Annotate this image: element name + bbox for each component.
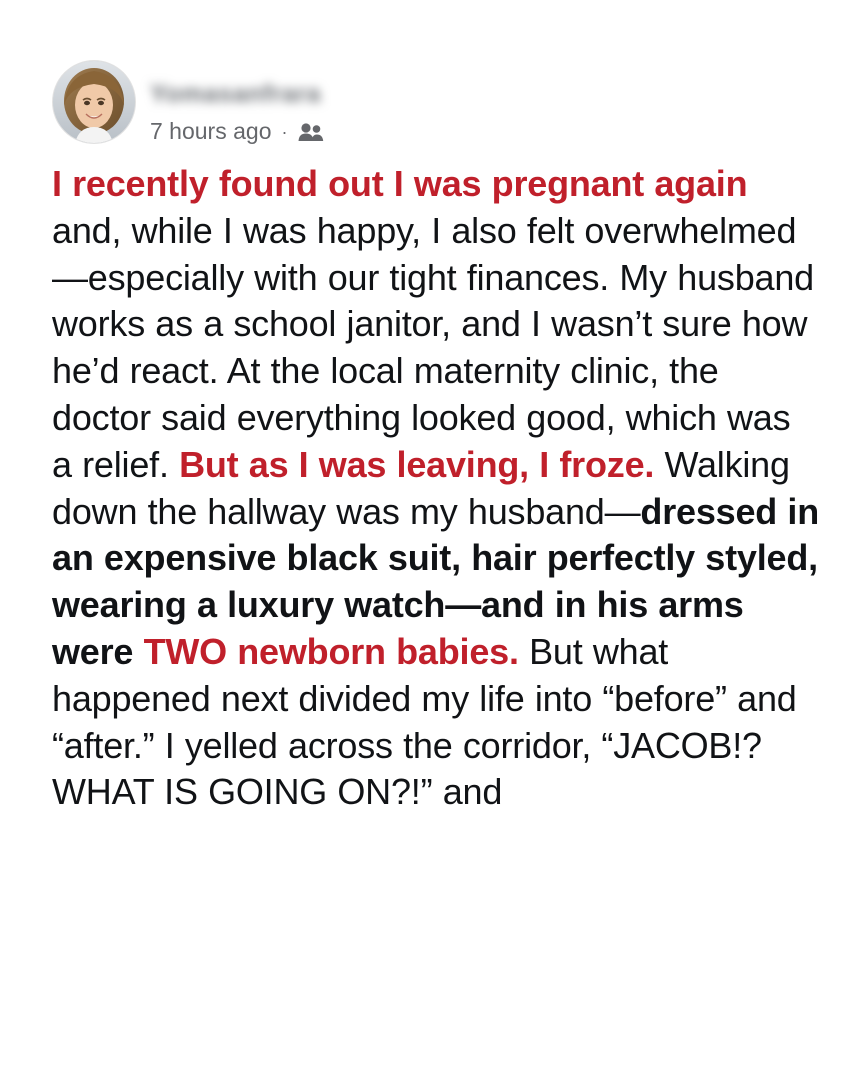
- post-text-segment-1: I recently found out I was pregnant again: [52, 163, 748, 204]
- author-name[interactable]: Yomasanfrara: [150, 80, 321, 108]
- post-text-segment-2: and, while I was happy, I also felt overwhelmed—especially with our tight finances. My husband works as a school janitor, and I wasn’t sure how he’d react. At the local maternity clinic, the doctor said everything looked good, which was a relief.: [52, 209, 814, 485]
- post-text-segment-7: But what happened next divided my life into “before” and “after.” I yelled across the corridor, “JACOB!? WHAT IS GOING ON?!” and: [52, 630, 797, 813]
- post-meta: [150, 118, 325, 145]
- post-header-text: [150, 60, 325, 145]
- friends-icon[interactable]: [297, 121, 325, 143]
- meta-separator: ·: [281, 121, 288, 142]
- post-text-segment-4: Walking down the hallway was my husband—: [52, 443, 790, 532]
- post-header: [52, 60, 820, 145]
- post-text-segment-3: But as I was leaving, I froze.: [179, 443, 655, 485]
- post-text-segment-6: TWO newborn babies.: [143, 630, 519, 672]
- post-text-segment-5: dressed in an expensive black suit, hair perfectly styled, wearing a luxury watch—and in his arms were: [52, 490, 819, 672]
- user-avatar-photo: [53, 61, 135, 143]
- post-body: [52, 161, 820, 816]
- avatar[interactable]: [52, 60, 136, 144]
- timestamp[interactable]: 7 hours ago: [150, 118, 272, 144]
